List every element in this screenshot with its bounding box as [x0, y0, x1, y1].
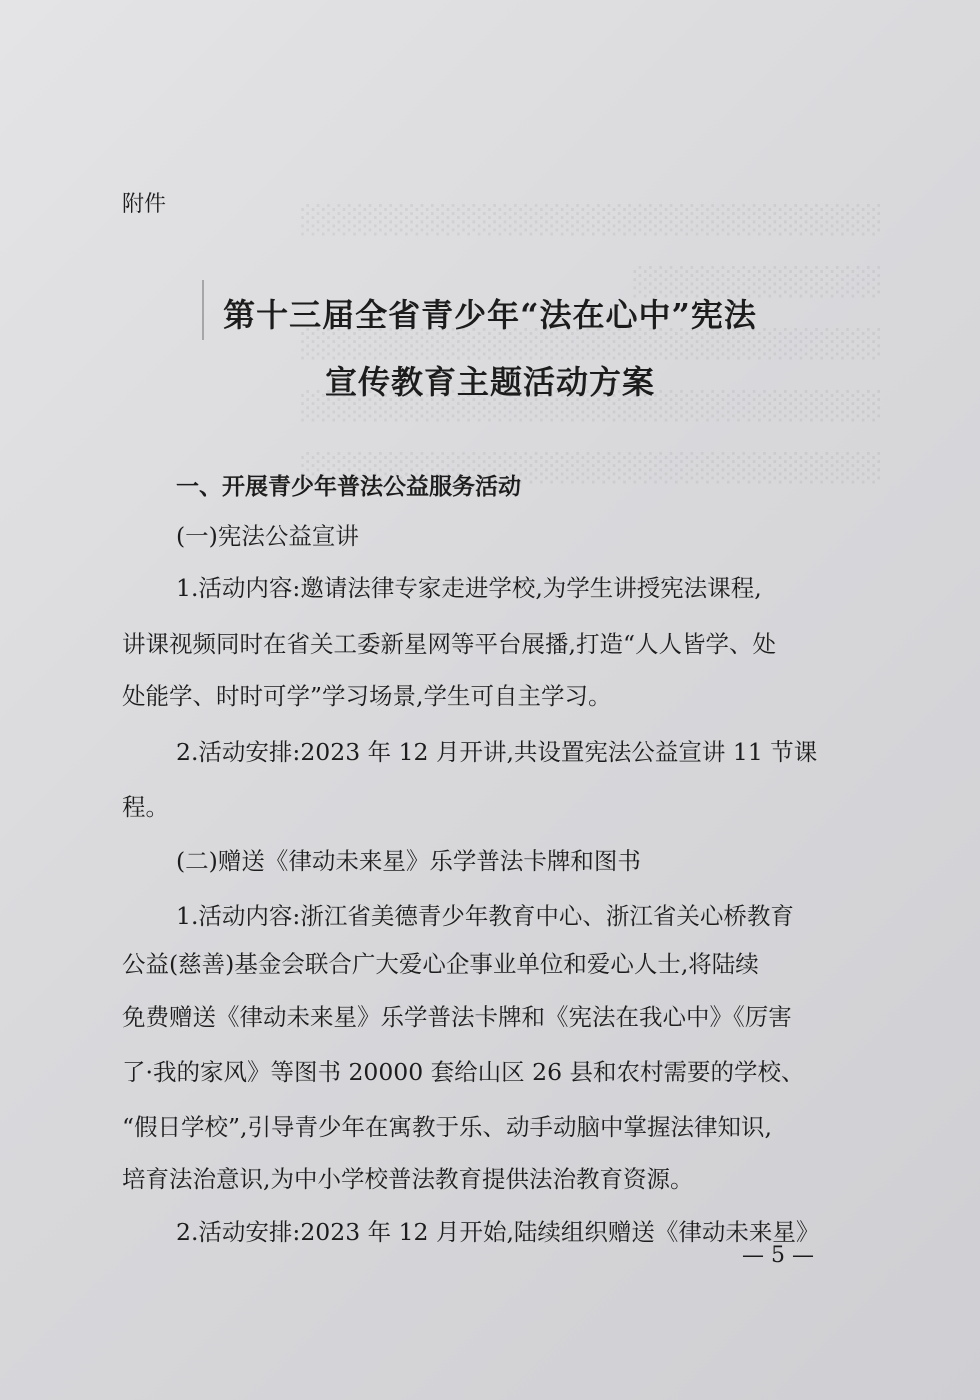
bleed-through-text: ░░░░░░░░░░░░░░░░░░░░░░░░░░░░ ░░░░░░░░░░░░ ░░░░░░░░░░░░░░░░░░░░░░░░░░░░ ░░░░░░░░░░░░░░░░░░░░░░░░░░░░ ░░░░░░░░░░░░░░░░░░░░░░░░░░░░ [298, 205, 880, 484]
paragraph-line: 2.活动安排:2023 年 12 月开讲,共设置宪法公益宣讲 11 节课 [176, 738, 818, 766]
title-line-2: 宣传教育主题活动方案 [324, 363, 655, 401]
subsection-heading: (一)宪法公益宣讲 [176, 522, 359, 550]
paragraph-line: 处能学、时时可学”学习场景,学生可自主学习。 [122, 682, 612, 710]
section-heading: 一、开展青少年普法公益服务活动 [176, 474, 521, 500]
paragraph-line: 程。 [122, 793, 169, 821]
attachment-label: 附件 [122, 192, 167, 217]
page-number: — 5 — [742, 1243, 814, 1268]
paragraph-line: 了·我的家风》等图书 20000 套给山区 26 县和农村需要的学校、 [122, 1058, 805, 1086]
paragraph-line: 讲课视频同时在省关工委新星网等平台展播,打造“人人皆学、处 [122, 630, 776, 658]
paragraph-line: 免费赠送《律动未来星》乐学普法卡牌和《宪法在我心中》《厉害 [122, 1003, 792, 1031]
subsection-heading: (二)赠送《律动未来星》乐学普法卡牌和图书 [176, 847, 641, 875]
paragraph-line: 1.活动内容:浙江省美德青少年教育中心、浙江省关心桥教育 [176, 902, 794, 930]
title-line-1: 第十三届全省青少年“法在心中”宪法 [223, 296, 757, 334]
paragraph-line: 公益(慈善)基金会联合广大爱心企事业单位和爱心人士,将陆续 [122, 950, 759, 978]
paragraph-line: 1.活动内容:邀请法律专家走进学校,为学生讲授宪法课程, [176, 574, 762, 602]
paragraph-line: 培育法治意识,为中小学校普法教育提供法治教育资源。 [122, 1165, 694, 1193]
paragraph-line: “假日学校”,引导青少年在寓教于乐、动手动脑中掌握法律知识, [122, 1113, 772, 1141]
paragraph-line: 2.活动安排:2023 年 12 月开始,陆续组织赠送《律动未来星》 [176, 1218, 820, 1246]
